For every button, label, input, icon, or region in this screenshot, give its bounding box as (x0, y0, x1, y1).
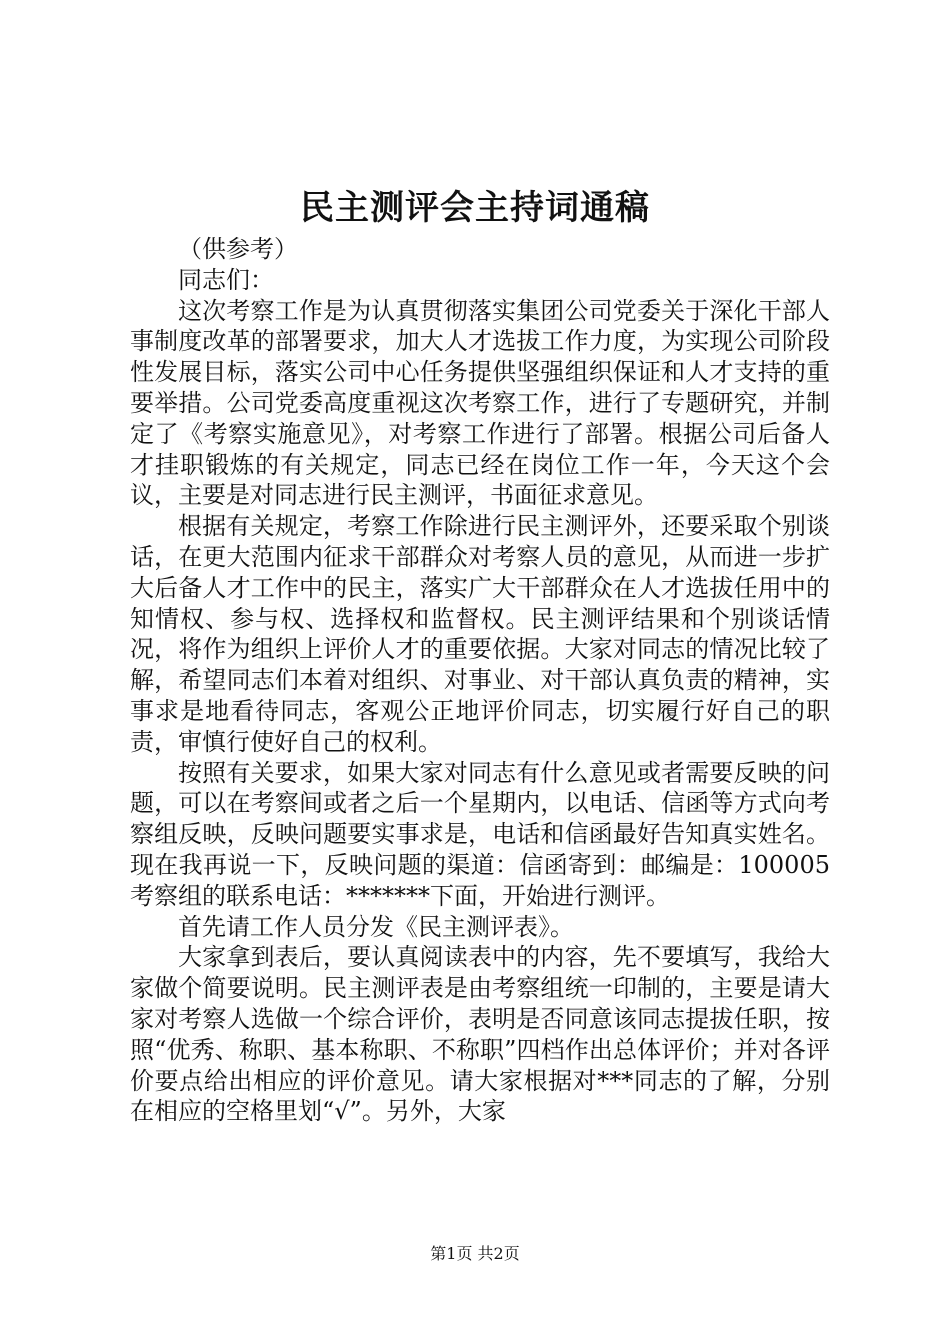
paragraph: 首先请工作人员分发《民主测评表》。 (178, 912, 574, 941)
paragraph: 按照有关要求，如果大家对同志有什么意见或者需要反映的问题，可以在考察间或者之后一个星期内，以电话、信函等方式向考察组反映，反映问题要实事求是，电话和信函最好告知真实姓名。现在我再说一下，反映问题的渠道：信函寄到：邮编是：100005 考察组的联系电话：*******下面，开始进行测评。 (130, 758, 830, 910)
paragraph: 大家拿到表后，要认真阅读表中的内容，先不要填写，我给大家做个简要说明。民主测评表是由考察组统一印制的，主要是请大家对考察人选做一个综合评价，表明是否同意该同志提拔任职，按照“优秀、称职、基本称职、不称职”四档作出总体评价；并对各评价要点给出相应的评价意见。请大家根据对***同志的了解，分别在相应的空格里划“√”。另外，大家 (130, 943, 830, 1126)
paragraph: 根据有关规定，考察工作除进行民主测评外，还要采取个别谈话，在更大范围内征求干部群众对考察人员的意见，从而进一步扩大后备人才工作中的民主，落实广大干部群众在人才选拔任用中的知情权、参与权、选择权和监督权。民主测评结果和个别谈话情况，将作为组织上评价人才的重要依据。大家对同志的情况比较了解，希望同志们本着对组织、对事业、对干部认真负责的精神，实事求是地看待同志，客观公正地评价同志，切实履行好自己的职责，审慎行使好自己的权利。 (130, 512, 830, 756)
document-title: 民主测评会主持词通稿 (300, 188, 650, 228)
note-for-reference: （供参考） (178, 235, 298, 263)
page-number-footer: 第1页 共2页 (430, 1244, 520, 1263)
salutation: 同志们： (178, 265, 274, 294)
paragraph: 这次考察工作是为认真贯彻落实集团公司党委关于深化干部人事制度改革的部署要求，加大人才选拔工作力度，为实现公司阶段性发展目标，落实公司中心任务提供坚强组织保证和人才支持的重要举措。公司党委高度重视这次考察工作，进行了专题研究，并制定了《考察实施意见》，对考察工作进行了部署。根据公司后备人才挂职锻炼的有关规定，同志已经在岗位工作一年，今天这个会议，主要是对同志进行民主测评，书面征求意见。 (130, 296, 830, 510)
document-body (130, 234, 830, 1127)
